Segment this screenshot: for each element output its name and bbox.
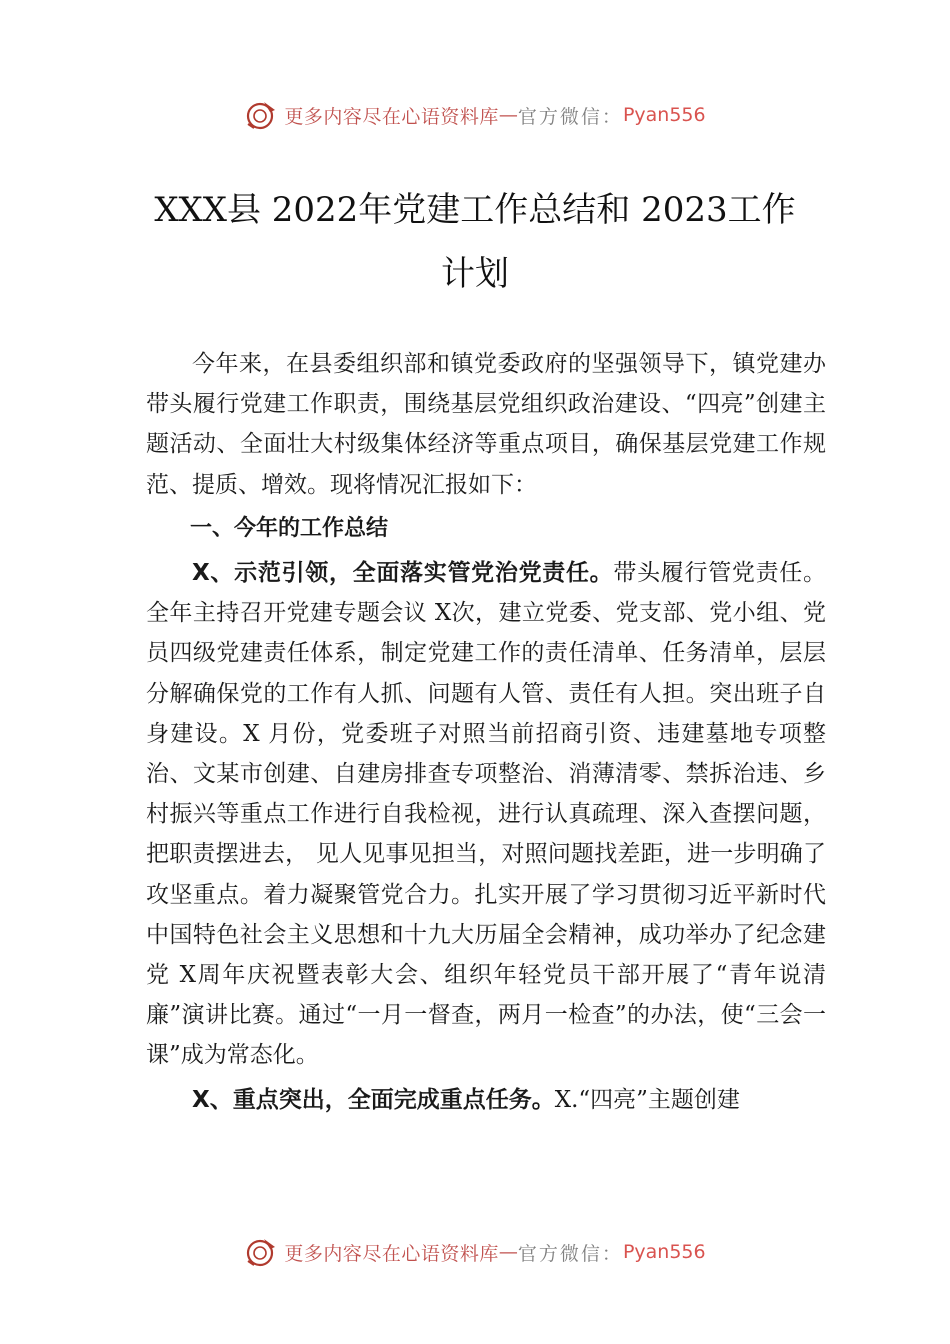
watermark-sub-text: 官方微信： [517, 105, 623, 128]
watermark-banner-bottom [0, 1232, 950, 1272]
logo-icon [244, 98, 278, 132]
document-body [146, 344, 826, 1120]
watermark-main-text: 更多内容尽在心语资料库 [284, 1242, 499, 1265]
title-line-1: XXX县 2022年党建工作总结和 2023工作 [154, 190, 796, 230]
logo-icon [244, 1235, 278, 1269]
watermark-separator: — [498, 104, 518, 126]
paragraph-1-text: 带头履行管党责任。全年主持召开党建专题会议 X次，建立党委、党支部、党小组、党员四级党建责任体系，制定党建工作的责任清单、任务清单，层层分解确保党的工作有人抓、问题有人管、责任有人担。突出班子自身建设。X 月份，党委班子对照当前招商引资、违建墓地专项整治、文某市创建、自建房排查专项整治、消薄清零、禁拆治违、乡村振兴等重点工作进行自我检视，进行认真疏理、深入查摆问题，把职责摆进去， 见人见事见担当，对照问题找差距，进一步明确了攻坚重点。着力凝聚管党合力。扎实开展了学习贯彻习近平新时代中国特色社会主义思想和十九大历届全会精神，成功举办了纪念建党 X周年庆祝暨表彰大会、组织年轻党员干部开展了“青年说清廉”演讲比赛。通过“一月一督查，两月一检查”的办法，使“三会一课”成为常态化。 [146, 560, 827, 1069]
paragraph-2 [146, 1080, 826, 1120]
watermark-main-text: 更多内容尽在心语资料库 [284, 105, 499, 128]
watermark-sub-text: 官方微信： [517, 1242, 623, 1265]
paragraph-2-text: X.“四亮”主题创建 [554, 1086, 740, 1113]
intro-paragraph: 今年来，在县委组织部和镇党委政府的坚强领导下，镇党建办带头履行党建工作职责，围绕基层党组织政治建设、“四亮”创建主题活动、全面壮大村级集体经济等重点项目，确保基层党建工作规范、提质、增效。现将情况汇报如下： [146, 351, 826, 498]
watermark-separator: — [498, 1241, 518, 1263]
watermark-wechat-id: Pyan556 [622, 1241, 706, 1263]
watermark-banner-top [0, 95, 950, 135]
document-title [120, 178, 830, 306]
paragraph-1-lead: X、示范引领，全面落实管党治党责任。 [192, 560, 614, 587]
title-line-2: 计划 [441, 254, 509, 294]
paragraph-1 [146, 553, 826, 1076]
section-heading: 一、今年的工作总结 [190, 515, 389, 541]
watermark-wechat-id: Pyan556 [622, 104, 706, 126]
paragraph-2-lead: X、重点突出，全面完成重点任务。 [192, 1086, 555, 1113]
